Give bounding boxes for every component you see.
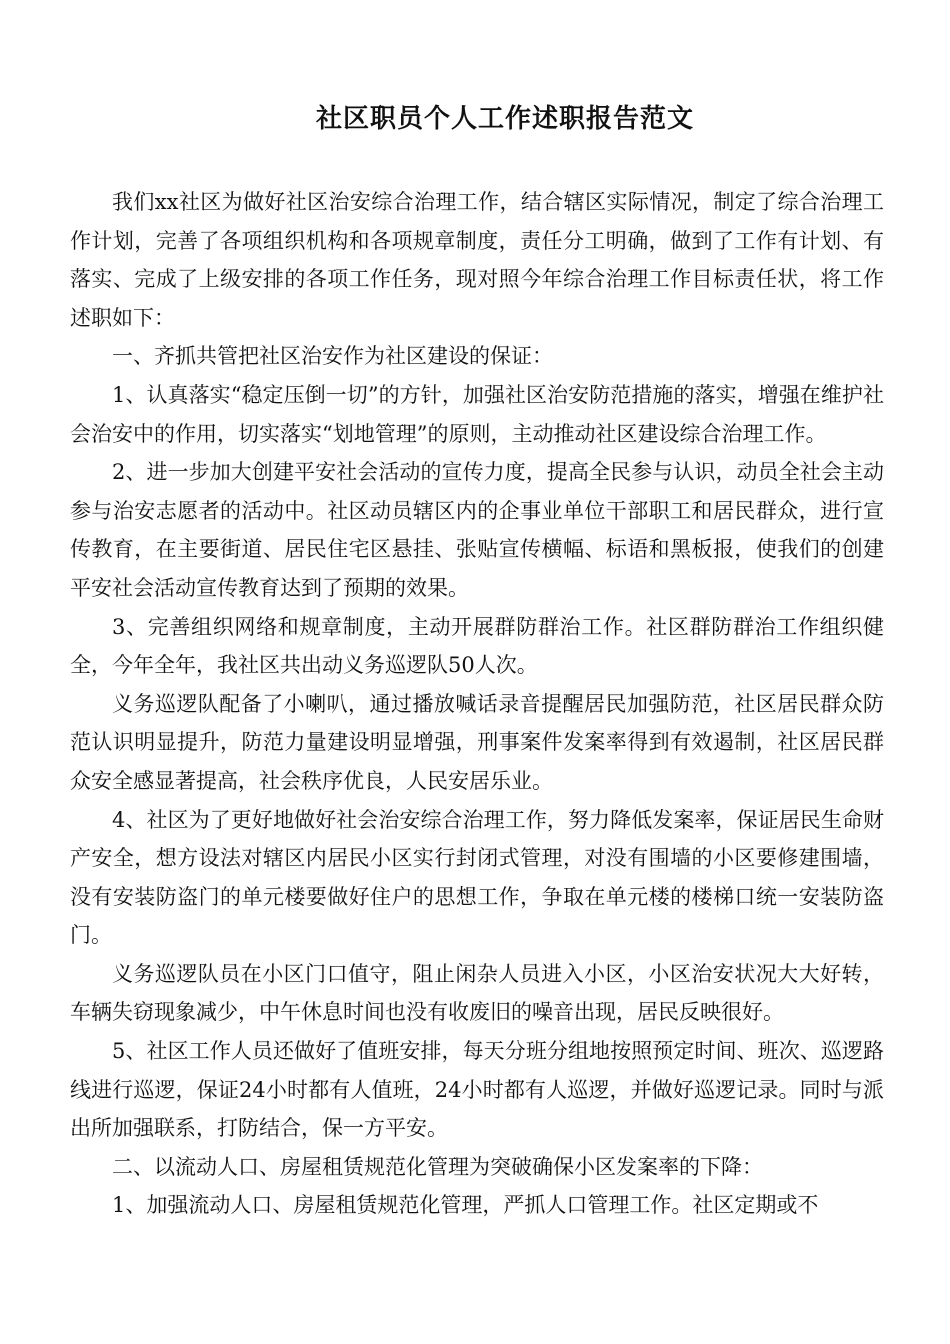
paragraph-section-2-heading: 二、以流动人口、房屋租赁规范化管理为突破确保小区发案率的下降： (112, 1154, 763, 1179)
paragraph-section-2-item-1: 1、加强流动人口、房屋租赁规范化管理，严抓人口管理工作。社区定期或不 (112, 1193, 819, 1218)
paragraph-item-4: 4、社区为了更好地做好社会治安综合治理工作，努力降低发案率，保证居民生命财产安全，想方设法对辖区内居民小区实行封闭式管理，对没有围墙的小区要修建围墙，没有安装防盗门的单元楼要做好住户的思想工作，争取在单元楼的楼梯口统一安装防盗门。 (70, 807, 884, 948)
document-body (70, 183, 884, 1225)
paragraph-section-1-heading: 一、齐抓共管把社区治安作为社区建设的保证： (112, 344, 553, 369)
paragraph-item-1: 1、认真落实“稳定压倒一切”的方针，加强社区治安防范措施的落实，增强在维护社会治安中的作用，切实落实“划地管理”的原则，主动推动社区建设综合治理工作。 (70, 382, 884, 446)
paragraph-patrol-equipment: 义务巡逻队配备了小喇叭，通过播放喊话录音提醒居民加强防范，社区居民群众防范认识明显提升，防范力量建设明显增强，刑事案件发案率得到有效遏制，社区居民群众安全感显著提高，社会秩序优良，人民安居乐业。 (70, 691, 884, 793)
paragraph-patrol-duty: 义务巡逻队员在小区门口值守，阻止闲杂人员进入小区，小区治安状况大大好转，车辆失窃现象减少，中午休息时间也没有收废旧的噪音出现，居民反映很好。 (70, 961, 884, 1025)
document-title: 社区职员个人工作述职报告范文 (315, 104, 694, 134)
paragraph-intro: 我们xx社区为做好社区治安综合治理工作，结合辖区实际情况，制定了综合治理工作计划，完善了各项组织机构和各项规章制度，责任分工明确，做到了工作有计划、有落实、完成了上级安排的各项工作任务，现对照今年综合治理工作目标责任状，将工作述职如下： (70, 190, 884, 330)
paragraph-item-3: 3、完善组织网络和规章制度，主动开展群防群治工作。社区群防群治工作组织健全，今年全年，我社区共出动义务巡逻队50人次。 (70, 614, 884, 678)
paragraph-item-2: 2、进一步加大创建平安社会活动的宣传力度，提高全民参与认识，动员全社会主动参与治安志愿者的活动中。社区动员辖区内的企事业单位干部职工和居民群众，进行宣传教育，在主要街道、居民住宅区悬挂、张贴宣传横幅、标语和黑板报，使我们的创建平安社会活动宣传教育达到了预期的效果。 (70, 460, 884, 600)
paragraph-item-5: 5、社区工作人员还做好了值班安排，每天分班分组地按照预定时间、班次、巡逻路线进行巡逻，保证24小时都有人值班，24小时都有人巡逻，并做好巡逻记录。同时与派出所加强联系，打防结合，保一方平安。 (70, 1039, 884, 1141)
